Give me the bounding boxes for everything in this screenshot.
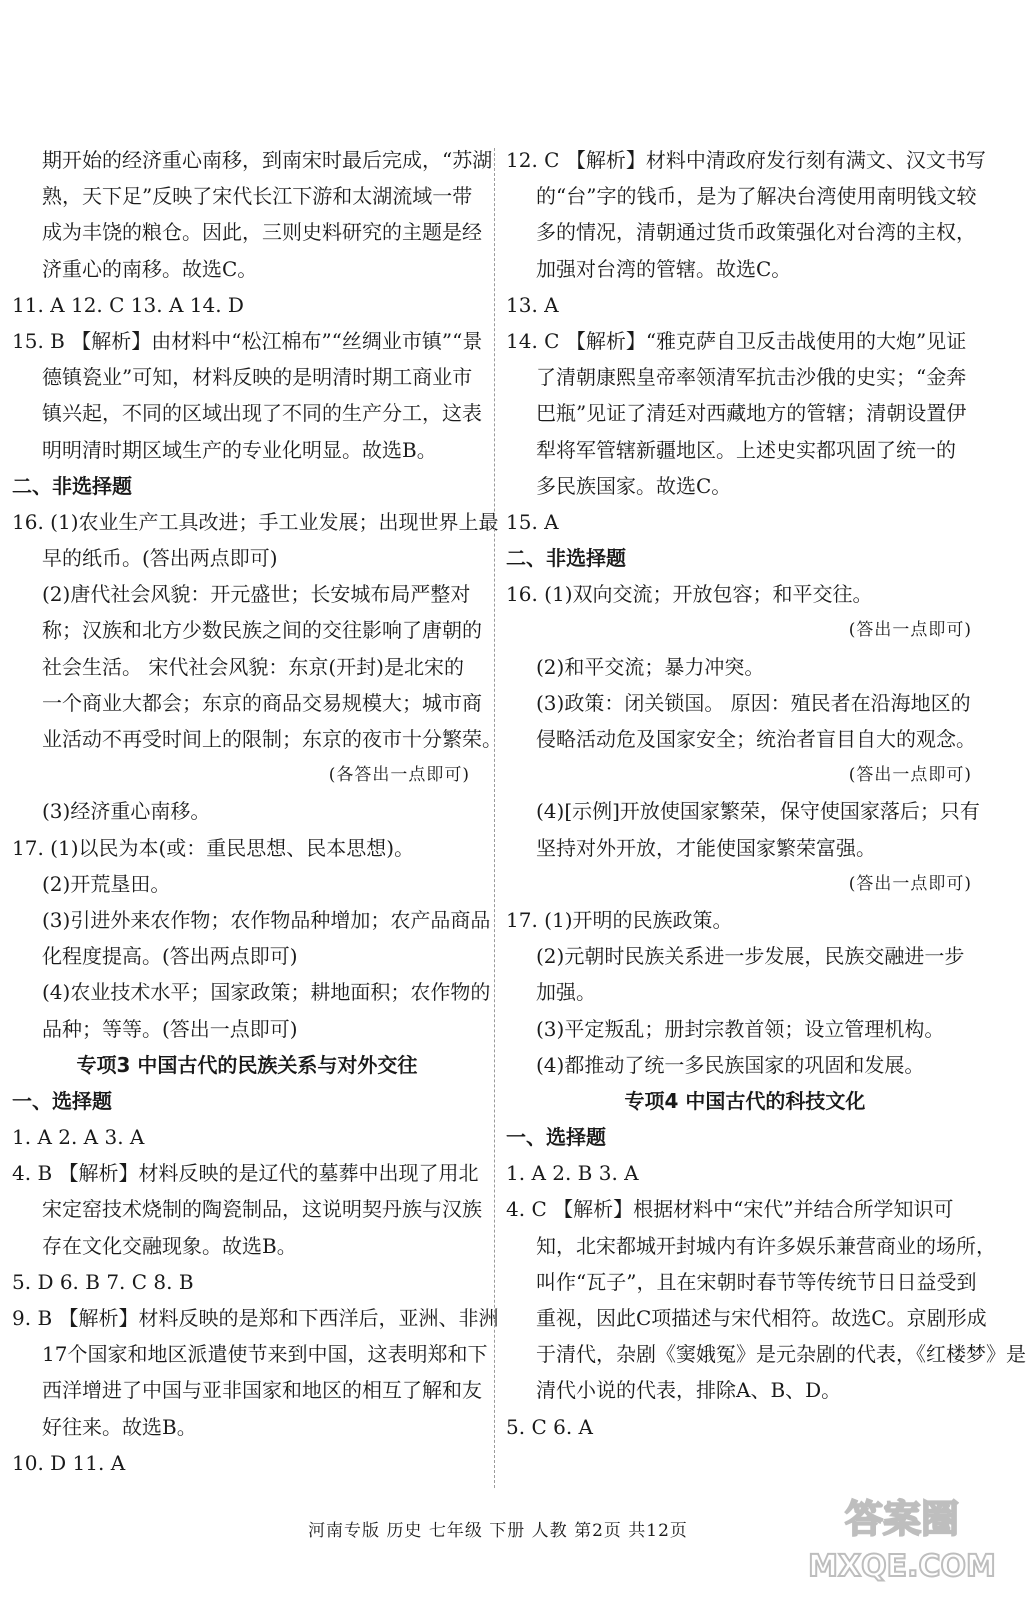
answer-line: 5. C 6. A xyxy=(506,1414,593,1439)
answer-line: 10. D 11. A xyxy=(12,1450,126,1475)
answer-line: 9. B 【解析】材料反映的是郑和下西洋后，亚洲、非洲 xyxy=(12,1306,499,1330)
answer-line: 济重心的南移。故选C。 xyxy=(42,256,258,281)
answer-line: 巴瓶”见证了清廷对西藏地方的管辖；清朝设置伊 xyxy=(536,401,967,426)
answer-line: 加强。 xyxy=(536,980,596,1005)
answer-line: 13. A xyxy=(506,292,559,317)
answer-line: 成为丰饶的粮仓。因此，三则史料研究的主题是经 xyxy=(42,220,482,245)
answer-line: 15. B 【解析】由材料中“松江棉布”“丝绸业市镇”“景 xyxy=(12,328,483,353)
answer-line: 社会生活。 宋代社会风貌：东京(开封)是北宋的 xyxy=(42,654,464,679)
answer-note: (各答出一点即可) xyxy=(328,765,470,786)
answer-line: 多的情况，清朝通过货币政策强化对台湾的主权， xyxy=(536,220,976,245)
watermark-logo xyxy=(808,1480,996,1590)
svg-text:答案圈: 答案圈 xyxy=(844,1497,960,1541)
right-column xyxy=(506,142,1026,1445)
section-heading: 一、选择题 xyxy=(506,1125,606,1150)
answer-line: 加强对台湾的管辖。故选C。 xyxy=(536,256,792,281)
answer-line: (3)引进外来农作物；农作物品种增加；农产品商品 xyxy=(42,907,491,932)
answer-line: 17. (1)开明的民族政策。 xyxy=(506,907,733,932)
answer-line: 化程度提高。(答出两点即可) xyxy=(42,944,298,969)
answer-line: 坚持对外开放，才能使国家繁荣富强。 xyxy=(536,835,876,860)
answer-line: 德镇瓷业”可知，材料反映的是明清时期工商业市 xyxy=(42,365,473,390)
answer-line: (4)农业技术水平；国家政策；耕地面积；农作物的 xyxy=(42,980,491,1005)
answer-note: (答出一点即可) xyxy=(848,620,972,641)
answer-line: (3)经济重心南移。 xyxy=(42,799,211,824)
answer-line: 业活动不再受时间上的限制；东京的夜市十分繁荣。 xyxy=(42,727,502,751)
answer-line: 5. D 6. B 7. C 8. B xyxy=(12,1269,194,1294)
answer-line: 明明清时期区域生产的专业化明显。故选B。 xyxy=(42,437,437,462)
answer-line: 叫作“瓦子”，且在宋朝时春节等传统节日日益受到 xyxy=(536,1269,977,1294)
answer-line: 犁将军管辖新疆地区。上述史实都巩固了统一的 xyxy=(536,437,956,462)
answer-line: 了清朝康熙皇帝率领清军抗击沙俄的史实；“金奔 xyxy=(536,365,967,390)
answer-line: (2)开荒垦田。 xyxy=(42,871,171,896)
answer-line: 17个国家和地区派遣使节来到中国，这表明郑和下 xyxy=(42,1342,488,1367)
answer-line: 16. (1)双向交流；开放包容；和平交往。 xyxy=(506,582,873,607)
answer-line: 12. C 【解析】材料中清政府发行刻有满文、汉文书写 xyxy=(506,148,986,172)
answer-line: 一个商业大都会；东京的商品交易规模大；城市商 xyxy=(42,690,482,715)
answer-line: 宋定窑技术烧制的陶瓷制品，这说明契丹族与汉族 xyxy=(42,1197,482,1222)
answer-line: (4)[示例]开放使国家繁荣，保守使国家落后；只有 xyxy=(536,799,980,824)
answer-line: 重视，因此C项描述与宋代相符。故选C。京剧形成 xyxy=(536,1306,987,1330)
answer-note: (答出一点即可) xyxy=(848,765,972,786)
answer-line: 称；汉族和北方少数民族之间的交往影响了唐朝的 xyxy=(42,618,482,643)
section-title: 专项3 中国古代的民族关系与对外交往 xyxy=(76,1052,418,1077)
answer-line: 15. A xyxy=(506,509,559,534)
section-heading: 二、非选择题 xyxy=(12,473,132,498)
answer-line: 西洋增进了中国与亚非国家和地区的相互了解和友 xyxy=(42,1378,482,1403)
answer-line: 17. (1)以民为本(或：重民思想、民本思想)。 xyxy=(12,835,415,860)
answer-line: 多民族国家。故选C。 xyxy=(536,473,732,498)
answer-note: (答出一点即可) xyxy=(848,873,972,894)
page-footer: 河南专版 历史 七年级 下册 人教 第2页 共12页 xyxy=(308,1521,688,1541)
answer-line: 品种；等等。(答出一点即可) xyxy=(42,1016,298,1041)
answer-line: 早的纸币。(答出两点即可) xyxy=(42,546,278,571)
answer-line: (3)政策：闭关锁国。 原因：殖民者在沿海地区的 xyxy=(536,690,971,715)
answer-line: (4)都推动了统一多民族国家的巩固和发展。 xyxy=(536,1052,925,1077)
answer-line: (2)唐代社会风貌：开元盛世；长安城布局严整对 xyxy=(42,582,471,607)
answer-line: 11. A 12. C 13. A 14. D xyxy=(12,292,244,317)
answer-line: 1. A 2. A 3. A xyxy=(12,1125,145,1150)
answer-line: 侵略活动危及国家安全；统治者盲目自大的观念。 xyxy=(536,727,976,751)
answer-line: 镇兴起，不同的区域出现了不同的生产分工，这表 xyxy=(42,401,482,426)
answer-line: 4. C 【解析】根据材料中“宋代”并结合所学知识可 xyxy=(506,1197,954,1222)
answer-line: 4. B 【解析】材料反映的是辽代的墓葬中出现了用北 xyxy=(12,1161,479,1186)
answer-line: 存在文化交融现象。故选B。 xyxy=(42,1233,297,1258)
answer-line: 熟，天下足”反映了宋代长江下游和太湖流域一带 xyxy=(42,184,473,209)
answer-line: (3)平定叛乱；册封宗教首领；设立管理机构。 xyxy=(536,1016,945,1041)
answer-line: 清代小说的代表，排除A、B、D。 xyxy=(536,1378,842,1403)
section-heading: 二、非选择题 xyxy=(506,546,626,571)
left-column xyxy=(12,142,502,1481)
answer-line: 知，北宋都城开封城内有许多娱乐兼营商业的场所， xyxy=(536,1233,996,1258)
section-title: 专项4 中国古代的科技文化 xyxy=(624,1088,866,1113)
answer-line: 期开始的经济重心南移，到南宋时最后完成，“苏湖 xyxy=(42,148,493,172)
answer-line: 于清代，杂剧《窦娥冤》是元杂剧的代表，《红楼梦》是 xyxy=(536,1342,1026,1367)
svg-text:MXQE.COM: MXQE.COM xyxy=(808,1549,996,1584)
answer-line: 16. (1)农业生产工具改进；手工业发展；出现世界上最 xyxy=(12,509,499,534)
answer-line: 14. C 【解析】“雅克萨自卫反击战使用的大炮”见证 xyxy=(506,328,967,353)
answer-line: 好往来。故选B。 xyxy=(42,1414,197,1439)
answer-line: (2)元朝时民族关系进一步发展，民族交融进一步 xyxy=(536,944,965,969)
answer-line: 1. A 2. B 3. A xyxy=(506,1161,639,1186)
section-heading: 一、选择题 xyxy=(12,1088,112,1113)
answer-line: 的“台”字的钱币，是为了解决台湾使用南明钱文较 xyxy=(536,184,977,209)
column-divider xyxy=(494,148,495,1488)
answer-line: (2)和平交流；暴力冲突。 xyxy=(536,654,765,679)
